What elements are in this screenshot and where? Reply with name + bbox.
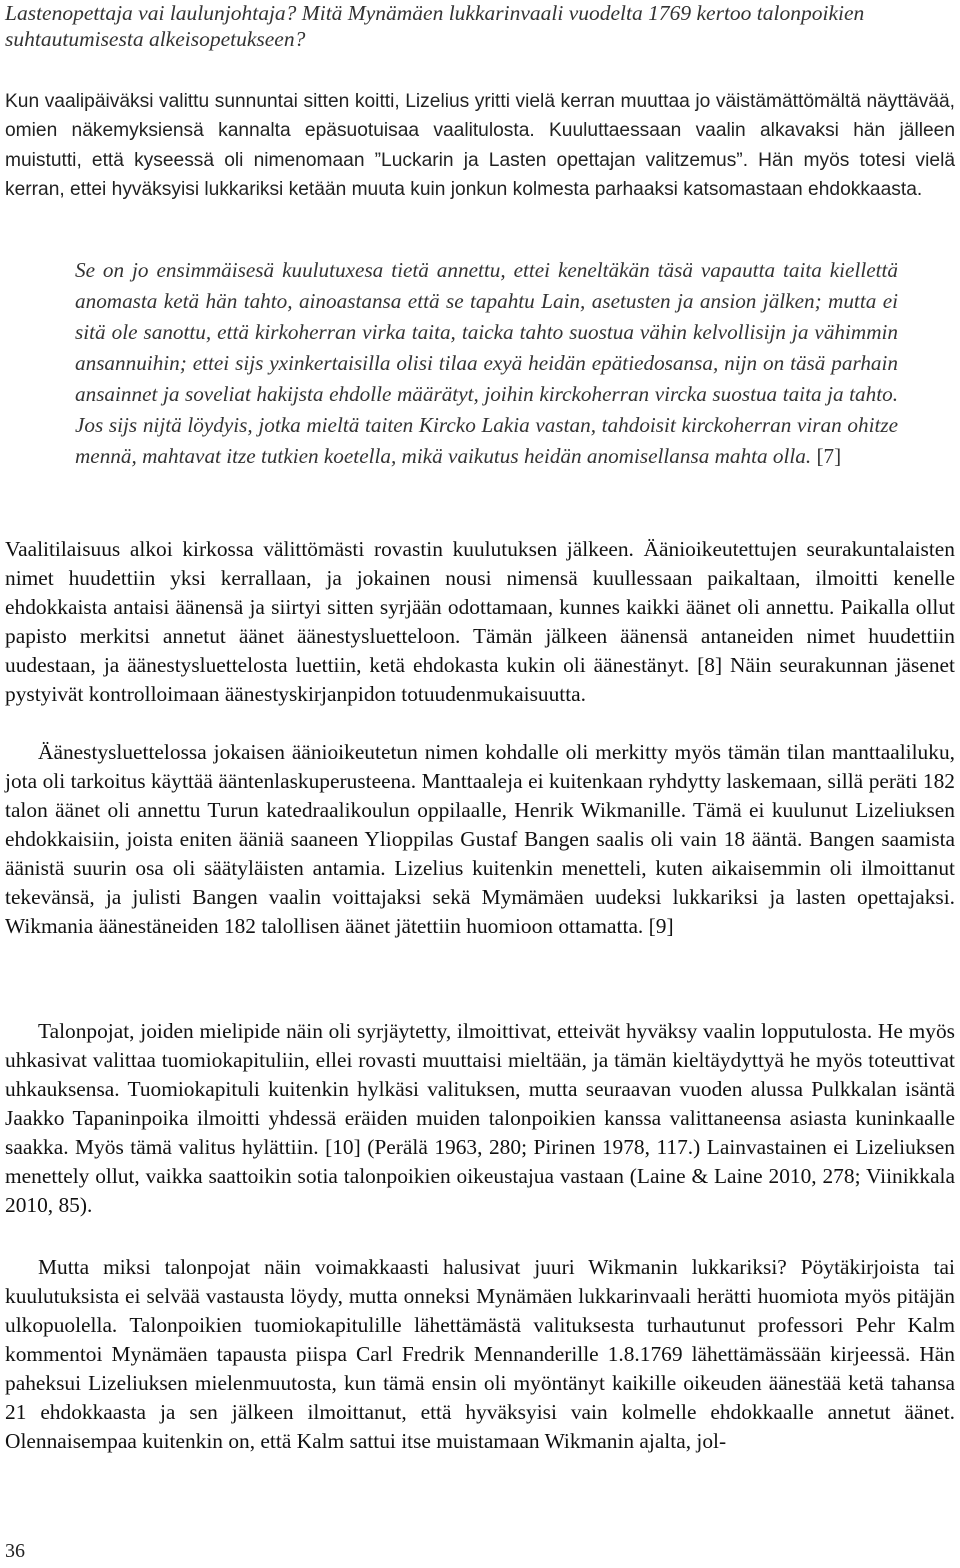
block-quote [75, 255, 898, 472]
running-header: Lastenopettaja vai laulunjohtaja? Mitä Mynämäen lukkarinvaali vuodelta 1769 kertoo talonpoikien suhtautumisesta alkeisopetukseen? [5, 1, 865, 51]
paragraph-3: Talonpojat, joiden mielipide näin oli syrjäytetty, ilmoittivat, etteivät hyväksy vaalin lopputulosta. He myös uhkasivat valittaa tuomiokapituliin, ellei rovasti muuttaisi mieltään, ja tämän kieltäydyttyä he myös toteuttivat uhkauksensa. Tuomiokapituli kuitenkin hylkäsi valituksen, mutta seuraavan vuoden alussa Pulkkalan isäntä Jaakko Tapaninpoika ilmoitti yhdessä eräiden muiden talonpoikien kanssa valittaneensa asiasta kuninkaalle saakka. Myös tämä valitus hylättiin. [10] (Perälä 1963, 280; Pirinen 1978, 117.) Lainvastainen ei Lizeliuksen menettely ollut, vaikka saattoikin sotia talonpoikien oikeustajua vastaan (Laine & Laine 2010, 278; Viinikkala 2010, 85). [5, 1019, 955, 1217]
paragraph-4: Mutta miksi talonpojat näin voimakkaasti halusivat juuri Wikmanin lukkariksi? Pöytäkirjoista tai kuulutuksista ei selvää vastausta löydy, mutta onneksi Mynämäen lukkarinvaali herätti huomiota myös pitäjän ulkopuolella. Talonpoikien tuomiokapitulille lähettämästä valituksesta turhautunut professori Pehr Kalm kommentoi Mynämäen tapausta piispa Carl Fredrik Mennanderille 1.8.1769 lähettämässään kirjeessä. Hän paheksui Lizeliuksen mielenmuutosta, kun tämä ensin oli myöntänyt kaikille oikeuden äänestää ketä tahansa 21 ehdokkaasta ja sen jälkeen ilmoittanut, että hyväksyisi vain kolmelle ehdokkaalle annetut äänet. Olennaisempaa kuitenkin on, että Kalm sattui itse muistamaan Wikmanin ajalta, jol- [5, 1255, 955, 1453]
quote-text: Se on jo ensimmäisesä kuulutuxesa tietä annettu, ettei keneltäkän täsä vapautta taita kiellettä anomasta ketä hän tahto, ainoastansa että se tapahtu Lain, asetusten ja ansion jälken; mutta ei sitä ole sanottu, että kirkoherran virka taita, taicka tahto suostua vähin kelvollisijn ja vähimmin ansannuihin; ettei sijs yxinkertaisilla olisi tilaa exyä heidän epätiedosansa, nijn on täsä parhain ansainnet ja soveliat hakijsta ehdolle määrätyt, joihin kirckoherran vircka suostua taita ja tahto. Jos sijs nijtä löydyis, jotka mieltä taiten Kircko Lakia vastan, tahdoisit kirckoherran viran ohitze mennä, mahtavat itze tutkien koetella, mikä vaikutus heidän anomisellansa mahta olla. [75, 258, 898, 468]
intro-paragraph: Kun vaalipäiväksi valittu sunnuntai sitten koitti, Lizelius yritti vielä kerran muuttaa jo väistämättömältä näyttävää, omien näkemyksiensä kannalta epäsuotuisaa vaalitulosta. Kuuluttaessaan vaalin alkavaksi hän jälleen muistutti, että kyseessä oli nimenomaan ”Luckarin ja Lasten opettajan valitzemus”. Hän myös totesi vielä kerran, ettei hyväksyisi lukkariksi ketään muuta kuin jonkun kolmesta parhaaksi katsomastaan ehdokkaasta. [5, 91, 955, 200]
paragraph-1: Vaalitilaisuus alkoi kirkossa välittömästi rovastin kuulutuksen jälkeen. Äänioikeutettujen seurakuntalaisten nimet huudettiin yksi kerrallaan, ja jokainen nousi nimensä kuullessaan paikaltaan, ilmoitti kenelle ehdokkaista antaisi äänensä ja siirtyi sitten syrjään odottamaan, kunnes kaikki äänet oli annettu. Paikalla ollut papisto merkitsi annetut äänet äänestysluetteloon. Tämän jälkeen äänensä antaneiden nimet huudettiin uudestaan, ja äänestysluettelosta luettiin, ketä ehdokasta kukin oli äänestänyt. [8] Näin seurakunnan jäsenet pystyivät kontrolloimaan äänestyskirjanpidon totuudenmukaisuutta. [5, 537, 955, 706]
quote-footnote-ref: [7] [816, 444, 842, 468]
paragraph-2: Äänestysluettelossa jokaisen äänioikeutetun nimen kohdalle oli merkitty myös tämän tilan manttaaliluku, jota oli tarkoitus käyttää ääntenlaskuperusteena. Manttaaleja ei kuitenkaan ryhdytty laskemaan, sillä peräti 182 talon äänet oli annettu Turun katedraalikoulun oppilaalle, Henrik Wikmanille. Tämä ei kuulunut Lizeliuksen ehdokkaisiin, joista eniten ääniä saaneen Ylioppilas Gustaf Bangen saalis oli vain 18 ääntä. Bangen saamista äänistä suurin osa oli säätyläisten antamia. Lizelius kuitenkin menetteli, kuten aikaisemmin oli ilmoittanut tekevänsä, ja julisti Bangen vaalin voittajaksi sekä Mymämäen uudeksi lukkariksi ja lasten opettajaksi. Wikmania äänestäneiden 182 talollisen äänet jätettiin huomioon ottamatta. [9] [5, 740, 955, 938]
page-number: 36 [5, 1540, 25, 1562]
